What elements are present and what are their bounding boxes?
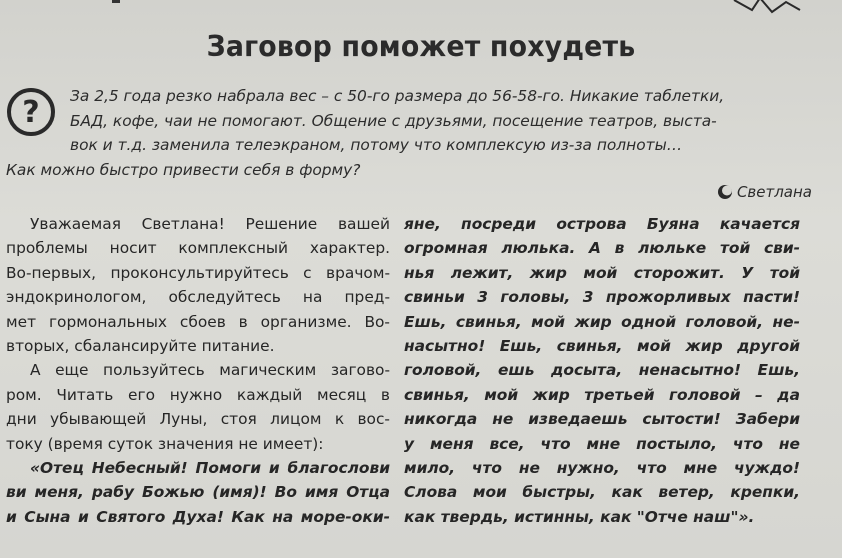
spell-line: и Сына и Святого Духа! Как на море-оки- — [6, 507, 390, 526]
top-edge-mark — [112, 0, 120, 3]
spell-line: свиньи 3 головы, 3 прожорливых пасти! — [404, 288, 800, 307]
answer-column-right — [404, 212, 800, 529]
answer-line: мет гормональных сбоев в организме. Во- — [6, 312, 390, 331]
spell-line: мило, что не нужно, что мне чуждо! — [404, 459, 800, 478]
spell-line: насытно! Ешь, свинья, мой жир другой — [404, 337, 800, 356]
answer-line: ром. Читать его нужно каждый месяц в — [6, 385, 390, 404]
article-title: Заговор поможет похудеть — [206, 30, 636, 63]
answer-line: Уважаемая Светлана! Решение вашей — [30, 215, 390, 233]
reader-question — [6, 84, 836, 182]
spell-line: ви меня, рабу Божью (имя)! Во имя Отца — [6, 483, 390, 502]
spell-line: свинья, мой жир третьей головой – да — [404, 385, 800, 404]
spell-line: Ешь, свинья, мой жир одной головой, не- — [404, 312, 800, 331]
author-moon-icon — [717, 184, 733, 200]
answer-line: дни убывающей Луны, стоя лицом к вос- — [6, 410, 390, 429]
answer-line: Во-первых, проконсультируйтесь с врачом- — [6, 263, 390, 282]
decorative-leaf-icon — [732, 0, 802, 16]
spell-line: нья лежит, жир мой сторожит. У той — [404, 263, 800, 282]
signature — [717, 183, 812, 201]
answer-line: току (время суток значения не имеет): — [6, 434, 324, 453]
answer-line: А еще пользуйтесь магическим загово- — [30, 361, 390, 380]
answer-line: проблемы носит комплексный характер. — [6, 239, 390, 258]
spell-line: у меня все, что мне постыло, что не — [404, 434, 800, 453]
question-line: За 2,5 года резко набрала вес – с 50-го размера до 56-58-го. Никакие таблетки, — [70, 87, 725, 105]
answer-line: вторых, сбалансируйте питание. — [6, 337, 275, 356]
question-line: вок и т.д. заменила телеэкраном, потому что комплексую из-за полноты… — [70, 136, 683, 155]
svg-text:?: ? — [22, 95, 40, 130]
spell-line: Слова мои быстры, как ветер, крепки, — [404, 483, 800, 502]
question-line: БАД, кофе, чаи не помогают. Общение с друзьями, посещение театров, выста- — [70, 111, 717, 130]
spell-line: яне, посреди острова Буяна качается — [404, 215, 800, 233]
spell-line: огромная люлька. А в люльке той сви- — [404, 239, 800, 258]
spell-line: головой, ешь досыта, ненасытно! Ешь, — [404, 361, 800, 380]
spell-line: никогда не изведаешь сытости! Забери — [404, 410, 800, 429]
question-line: Как можно быстро привести себя в форму? — [6, 160, 361, 179]
answer-column-left — [6, 212, 390, 529]
spell-line: «Отец Небесный! Помоги и благослови — [30, 459, 390, 478]
answer-line: эндокринологом, обследуйтесь на пред- — [6, 288, 390, 307]
signature-name: Светлана — [736, 183, 812, 201]
spell-line: как твердь, истинны, как "Отче наш"». — [404, 507, 755, 526]
